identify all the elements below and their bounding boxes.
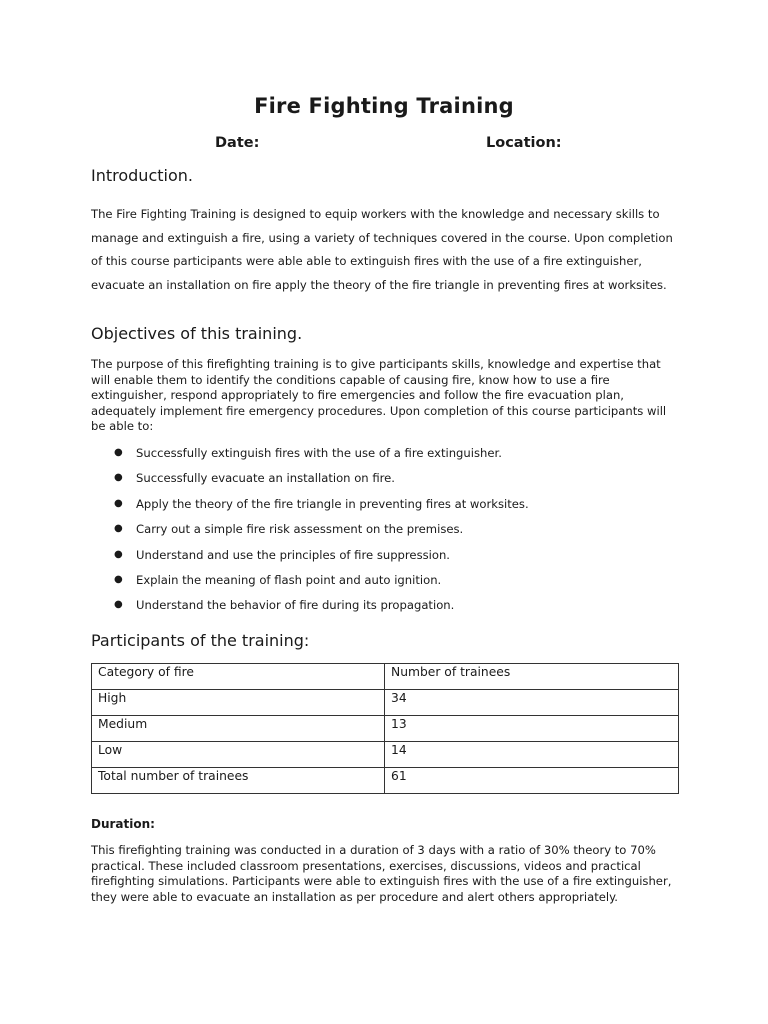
bullet-icon: ● [114, 548, 123, 560]
bullet-icon: ● [114, 447, 123, 458]
document-title: Fire Fighting Training [254, 94, 514, 118]
objectives-heading: Objectives of this training. [91, 324, 303, 343]
duration-paragraph: This firefighting training was conducted in a duration of 3 days with a ratio of 30% theory to 70% practical. These included classroom presentations, exercises, discussions, videos and practical firefighting simulations. Participants were able to extinguish fires with the use of a fire extinguisher, they were able to evacuate an installation as per procedure and alert others appropriately. [91, 843, 672, 904]
introduction-heading: Introduction. [91, 166, 193, 185]
duration-heading: Duration: [91, 817, 155, 831]
bullet-icon: ● [114, 472, 123, 484]
participants-table [91, 663, 679, 794]
participants-heading: Participants of the training: [91, 631, 310, 650]
list-item-text: Carry out a simple fire risk assessment on the premises. [136, 522, 464, 537]
list-item [91, 469, 681, 494]
table-cell: High [92, 690, 385, 716]
table-cell: Total number of trainees [92, 768, 385, 794]
table-cell: 13 [385, 716, 679, 742]
objectives-paragraph: The purpose of this firefighting training is to give participants skills, knowledge and expertise that will enable them to identify the conditions capable of causing fire, know how to use a fire extinguisher, respond appropriately to fire emergencies and follow the fire evacuation plan, adequately implement fire emergency procedures. Upon completion of this course participants will be able to: [91, 357, 667, 434]
table-cell: Low [92, 742, 385, 768]
table-header-row [92, 664, 679, 690]
introduction-paragraph: The Fire Fighting Training is designed to equip workers with the knowledge and necessary skills to manage and extinguish a fire, using a variety of techniques covered in the course. Upon completion of this course participants were able able to extinguish fires with the use of a fire extinguisher, evacuate an installation on fire apply the theory of the fire triangle in preventing fires at worksites. [91, 207, 673, 292]
list-item-text: Explain the meaning of flash point and auto ignition. [136, 572, 442, 587]
list-item [91, 495, 681, 520]
list-item-text: Understand and use the principles of fire suppression. [136, 547, 450, 562]
bullet-icon: ● [114, 573, 123, 585]
bullet-icon: ● [114, 599, 123, 611]
column-header-trainees: Number of trainees [385, 664, 679, 690]
list-item-text: Apply the theory of the fire triangle in preventing fires at worksites. [136, 496, 529, 511]
list-item-text: Understand the behavior of fire during its propagation. [136, 598, 455, 613]
location-label: Location: [486, 135, 562, 151]
list-item [91, 571, 681, 596]
table-row [92, 742, 679, 768]
table-row [92, 716, 679, 742]
list-item [91, 444, 681, 469]
objectives-list [91, 444, 681, 622]
table-cell: 14 [385, 742, 679, 768]
list-item [91, 520, 681, 545]
table-row [92, 690, 679, 716]
list-item-text: Successfully extinguish fires with the use of a fire extinguisher. [136, 446, 502, 460]
table-cell: 61 [385, 768, 679, 794]
table-cell: 34 [385, 690, 679, 716]
bullet-icon: ● [114, 523, 123, 535]
table-row [92, 768, 679, 794]
list-item-text: Successfully evacuate an installation on fire. [136, 471, 395, 486]
bullet-icon: ● [114, 497, 123, 509]
table-cell: Medium [92, 716, 385, 742]
list-item [91, 596, 681, 621]
list-item [91, 546, 681, 571]
date-label: Date: [215, 135, 260, 151]
column-header-category: Category of fire [92, 664, 385, 690]
